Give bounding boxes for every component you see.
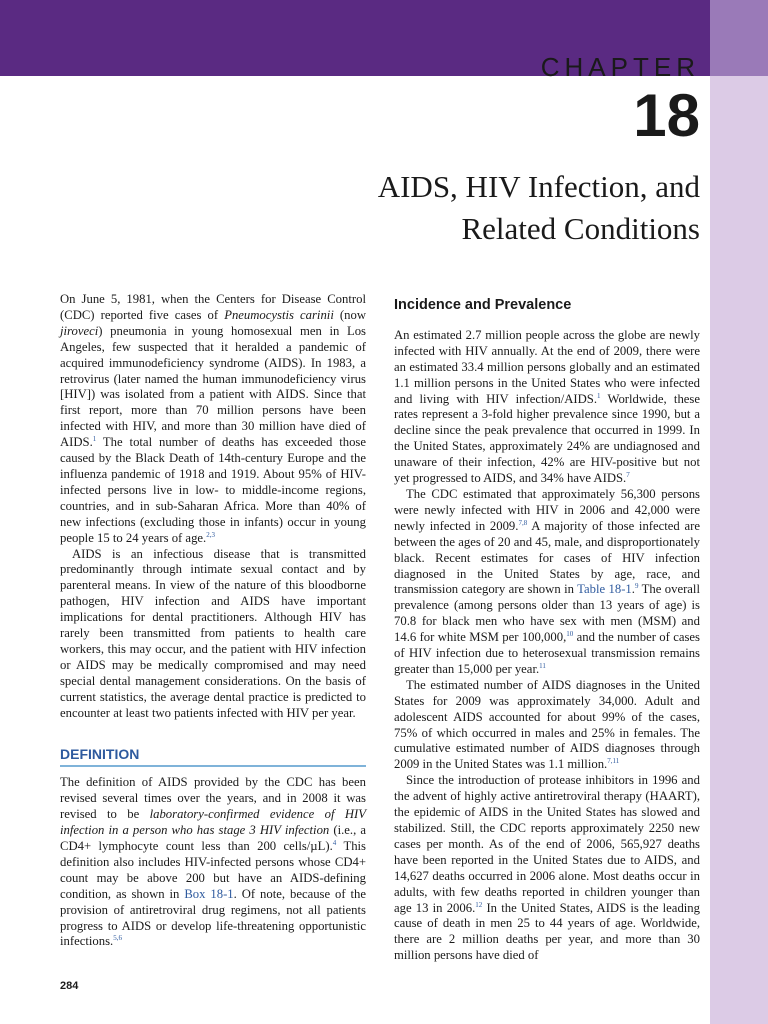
body-paragraph bbox=[394, 328, 700, 487]
chapter-label: CHAPTER bbox=[540, 52, 700, 82]
text-run: The definition of AIDS provided by the CDC has been revised several times over the years, and in 2008 it was revised to be bbox=[60, 775, 366, 822]
text-run: ) pneumonia in young homosexual men in Los Angeles, few suspected that it heralded a pandemic of acquired immunodeficiency syndrome (AIDS). In 1983, a retrovirus (later named the human immunodeficiency virus [HIV]) was isolated from a patient with AIDS. Since that first report, more than 70 million persons have been infected with HIV, and more than 30 million have died of AIDS. bbox=[60, 323, 366, 450]
text-run: The CDC estimated that approximately 56,300 persons were newly infected with HIV in 2006 and 42,000 were newly infected in 2009. bbox=[394, 486, 700, 533]
citation-superscript[interactable]: 7,11 bbox=[607, 757, 620, 766]
text-run: An estimated 2.7 million people across the globe are newly infected with HIV annually. At the end of 2009, there were an estimated 33.4 million persons globally and an estimated 1.1 million persons in the United States who were infected and living with HIV infection/AIDS. bbox=[394, 327, 700, 406]
citation-superscript[interactable]: 4 bbox=[332, 838, 337, 847]
body-paragraph bbox=[60, 547, 366, 722]
text-run: Worldwide, these rates represent a 3-fold higher prevalence since 1990, but a decline since the peak prevalence that occurred in 1999. In the United States, approximately 24% are undiagnosed and unaware of their infection, 42% are HIV-positive but not yet progressed to AIDS, and 34% have AIDS. bbox=[394, 391, 700, 486]
text-run: On June 5, 1981, when the Centers for Disease Control (CDC) reported five cases of bbox=[60, 292, 366, 322]
chapter-title-line1: AIDS, HIV Infection, and bbox=[377, 169, 700, 204]
citation-superscript[interactable]: 1 bbox=[92, 434, 97, 443]
cross-reference-link[interactable]: Table 18-1 bbox=[577, 582, 632, 597]
text-run: A majority of those infected are between the ages of 20 and 45, male, and disproportionately black. Recent estimates for cases of HIV infection diagnosed in the United States by age, race, and transmission category are shown in bbox=[394, 518, 700, 597]
header-band-corner bbox=[710, 0, 768, 76]
text-run: This definition also includes HIV-infected persons whose CD4+ count may be above 200 but have an AIDS-defining condition, as shown in bbox=[60, 839, 366, 901]
citation-superscript[interactable]: 2,3 bbox=[206, 530, 215, 539]
text-run: (i.e., a CD4+ lymphocyte count less than 200 cells/µL). bbox=[60, 823, 366, 853]
left-column bbox=[60, 292, 366, 950]
citation-superscript[interactable]: 1 bbox=[597, 391, 601, 400]
citation-superscript[interactable]: 12 bbox=[475, 900, 483, 909]
definition-heading: DEFINITION bbox=[60, 747, 366, 767]
citation-superscript[interactable]: 7,8 bbox=[518, 518, 528, 527]
text-run: Since the introduction of protease inhibitors in 1996 and the advent of highly active antiretroviral therapy (HAART), the epidemic of AIDS in the United States has slowed and stabilized. Still, the CDC reports approximately 2250 new cases per month. As of the end of 2006, 565,927 deaths have been reported in the United States due to AIDS, and 14,627 deaths occurred in 2006 alone. Most deaths occur in adults, with few deaths reported in children younger than age 13 in 2006. bbox=[394, 773, 700, 915]
citation-superscript[interactable]: 9 bbox=[634, 582, 639, 591]
text-run: The total number of deaths has exceeded those caused by the Black Death of 14th-century Europe and the influenza pandemic of 1918 and 1919. About 95% of HIV-infected persons live in low- to middle-income regions, countries, and in sub-Saharan Africa. More than 40% of new infections (excluding those in infants) occur in young people 15 to 24 years of age. bbox=[60, 435, 366, 545]
page-number: 284 bbox=[60, 980, 79, 992]
italic-text: Pneumocystis carinii bbox=[224, 307, 334, 322]
incidence-heading: Incidence and Prevalence bbox=[394, 297, 572, 313]
right-column bbox=[394, 292, 700, 964]
body-paragraph bbox=[394, 487, 700, 678]
italic-text: laboratory-confirmed evidence of HIV infection in a person who has stage 3 HIV infection bbox=[60, 807, 366, 838]
text-run: In the United States, AIDS is the leading cause of death in men 25 to 44 years of age. Worldwide, there are 2 million deaths per year, and more than 30 million persons have died of bbox=[394, 900, 700, 963]
cross-reference-link[interactable]: Box 18-1 bbox=[184, 886, 234, 901]
citation-superscript[interactable]: 7 bbox=[626, 470, 630, 479]
chapter-number: 18 bbox=[633, 82, 700, 149]
citation-superscript[interactable]: 11 bbox=[539, 661, 546, 670]
text-run: . Of note, because of the provision of antiretroviral drug regimens, not all patients progress to AIDS or develop life-threatening opportunistic infections. bbox=[60, 886, 367, 949]
intro-paragraph bbox=[60, 292, 366, 547]
citation-superscript[interactable]: 10 bbox=[566, 629, 574, 638]
citation-superscript[interactable]: 5,6 bbox=[113, 934, 122, 943]
text-run: The estimated number of AIDS diagnoses in the United States for 2009 was approximately 34,000. Adult and adolescent AIDS accounted for about 99% of the cases, 75% of which occurred in males and 25% in females. The cumulative estimated number of AIDS diagnoses through 2009 in the United States was 1.1 million. bbox=[394, 677, 700, 772]
text-run: (now bbox=[333, 307, 366, 322]
body-paragraph bbox=[394, 773, 700, 964]
chapter-title-line2: Related Conditions bbox=[461, 211, 700, 246]
text-run: The overall prevalence (among persons older than 13 years of age) is 70.8 for black men who have sex with men (MSM) and 14.6 for white MSM per 100,000, bbox=[394, 582, 700, 645]
italic-text: jiroveci bbox=[60, 323, 99, 338]
definition-paragraph bbox=[60, 775, 366, 950]
text-run: and the number of cases of HIV infection due to heterosexual transmission remains greater than 15,000 per year. bbox=[394, 630, 700, 676]
text-run: . bbox=[631, 582, 635, 597]
chapter-title bbox=[280, 166, 700, 250]
text-run: AIDS is an infectious disease that is transmitted predominantly through intimate sexual contact and by parenteral means. In view of the nature of this bloodborne pathogen, HIV infection and AIDS have important implications for dental practitioners. Although HIV has rarely been transmitted from patients to health care workers, this may occur, and the patient with HIV infection or AIDS may be medically compromised and may need special dental management considerations. On the basis of current statistics, the average dental practice is predicted to encounter at least two patients infected with HIV per year. bbox=[60, 546, 366, 720]
side-margin-strip bbox=[710, 76, 768, 1024]
body-paragraph bbox=[394, 678, 700, 773]
